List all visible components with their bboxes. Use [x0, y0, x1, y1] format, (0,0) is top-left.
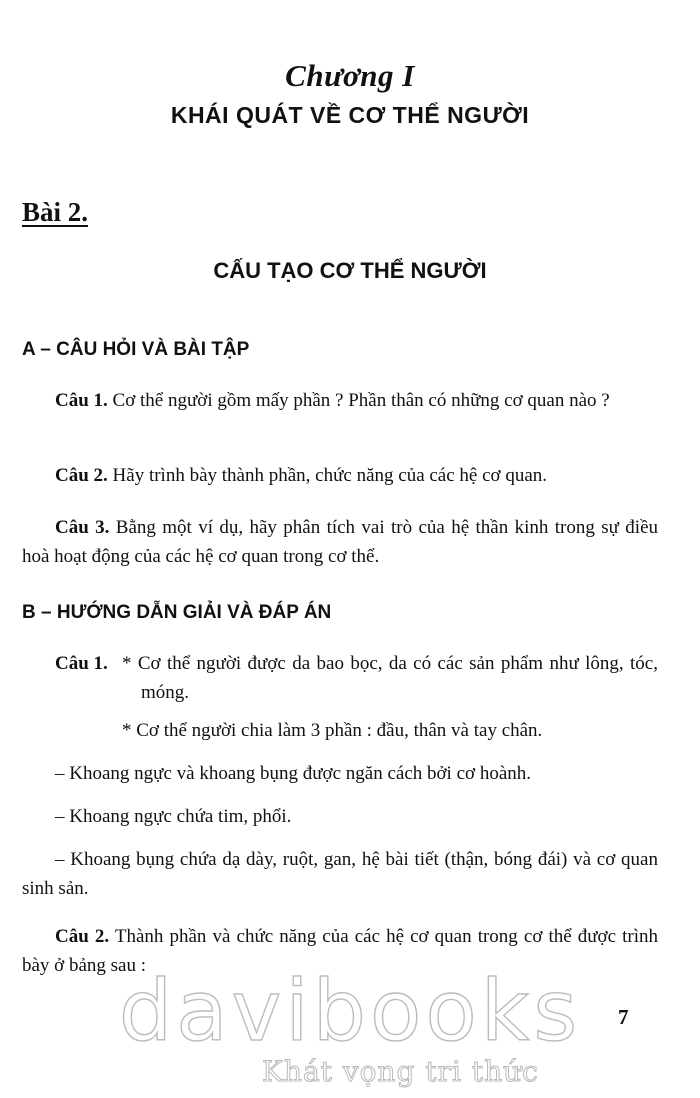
section-b-heading: B – HƯỚNG DẪN GIẢI VÀ ĐÁP ÁN — [22, 602, 332, 623]
question-3-label: Câu 3. — [55, 517, 110, 538]
question-3-text: Bằng một ví dụ, hãy phân tích vai trò của hệ thần kinh trong sự điều hoà hoạt động của các hệ cơ quan trong cơ thể. — [22, 517, 659, 567]
lesson-title: CẤU TẠO CƠ THỂ NGƯỜI — [213, 258, 487, 283]
question-3 — [22, 513, 658, 571]
answer-1-line-1: – Khoang ngực và khoang bụng được ngăn cách bởi cơ hoành. — [55, 763, 532, 784]
question-2 — [22, 461, 658, 490]
answer-2-text: Thành phần và chức năng của các hệ cơ quan trong cơ thể được trình bày ở bảng sau : — [22, 926, 658, 976]
chapter-title: KHÁI QUÁT VỀ CƠ THỂ NGƯỜI — [170, 102, 530, 128]
lesson-label: Bài 2. — [22, 197, 89, 227]
question-2-text: Hãy trình bày thành phần, chức năng của các hệ cơ quan. — [107, 465, 548, 486]
answer-1-label: Câu 1. — [55, 653, 108, 674]
watermark-brand: davibooks — [118, 962, 582, 1060]
answer-1-line-3: – Khoang bụng chứa dạ dày, ruột, gan, hệ bài tiết (thận, bóng đái) và cơ quan sinh sản. — [22, 849, 658, 899]
chapter-label: Chương I — [285, 58, 415, 93]
question-1 — [22, 386, 658, 415]
page-number: 7 — [618, 1005, 629, 1029]
section-a-heading: A – CÂU HỎI VÀ BÀI TẬP — [22, 339, 250, 360]
answer-1-line-2: – Khoang ngực chứa tim, phổi. — [55, 806, 292, 827]
question-1-label: Câu 1. — [55, 390, 108, 411]
watermark-slogan: Khát vọng tri thức — [262, 1055, 539, 1088]
question-1-text: Cơ thể người gồm mấy phần ? Phần thân có những cơ quan nào ? — [107, 390, 610, 411]
answer-2-label: Câu 2. — [55, 926, 110, 947]
question-2-label: Câu 2. — [55, 465, 108, 486]
answer-1-bullet-1: * Cơ thể người được da bao bọc, da có các sản phẩm như lông, tóc, móng. — [122, 653, 658, 703]
answer-1-bullet-2: * Cơ thể người chia làm 3 phần : đầu, thân và tay chân. — [122, 720, 543, 741]
